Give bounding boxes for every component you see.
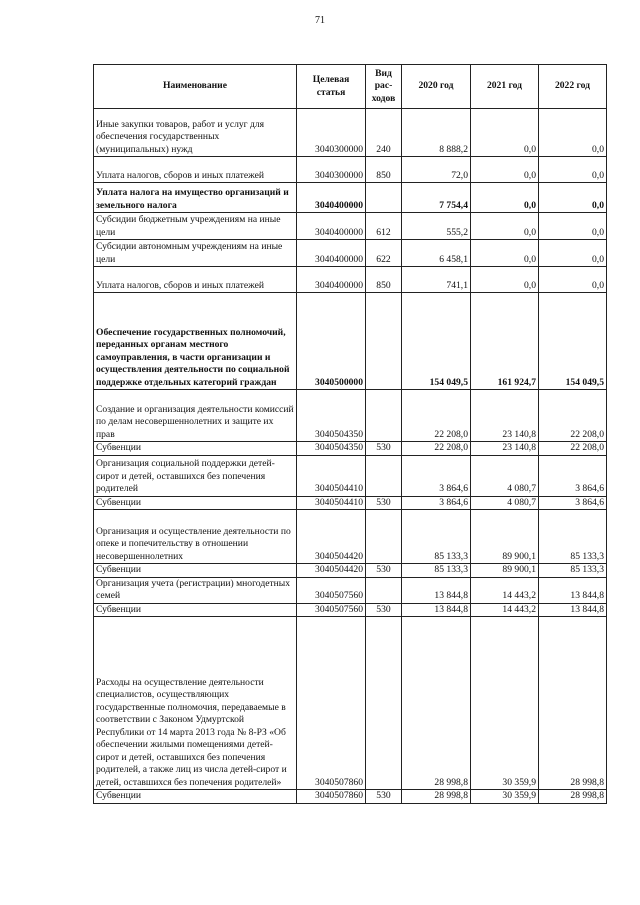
row-expense-type: 530 — [366, 564, 402, 578]
row-name: Субвенции — [94, 496, 297, 510]
row-expense-type — [366, 510, 402, 564]
row-value-2022: 154 049,5 — [539, 293, 607, 390]
row-value-2022: 0,0 — [539, 240, 607, 267]
row-value-2020: 28 998,8 — [402, 790, 471, 804]
row-value-2021: 0,0 — [471, 213, 539, 240]
row-expense-type: 530 — [366, 603, 402, 617]
table-row — [94, 455, 607, 496]
row-name: Субвенции — [94, 603, 297, 617]
row-value-2020: 8 888,2 — [402, 109, 471, 157]
row-target-code: 3040507860 — [297, 617, 366, 790]
page-number: 71 — [315, 15, 325, 26]
table-row — [94, 109, 607, 157]
row-target-code: 3040504350 — [297, 390, 366, 442]
row-expense-type — [366, 577, 402, 603]
header-2020: 2020 год — [402, 65, 471, 109]
row-value-2022: 0,0 — [539, 213, 607, 240]
row-value-2021: 14 443,2 — [471, 577, 539, 603]
header-name: Наименование — [94, 65, 297, 109]
row-target-code: 3040400000 — [297, 213, 366, 240]
row-expense-type — [366, 390, 402, 442]
row-target-code: 3040504350 — [297, 442, 366, 456]
row-value-2020: 741,1 — [402, 267, 471, 293]
row-expense-type: 622 — [366, 240, 402, 267]
row-target-code: 3040400000 — [297, 240, 366, 267]
row-value-2021: 0,0 — [471, 267, 539, 293]
table-row — [94, 213, 607, 240]
row-value-2022: 0,0 — [539, 183, 607, 213]
row-value-2020: 3 864,6 — [402, 455, 471, 496]
row-value-2022: 0,0 — [539, 267, 607, 293]
row-name: Организация социальной поддержки детей-сирот и детей, оставшихся без попечения родителей — [94, 455, 297, 496]
row-value-2020: 22 208,0 — [402, 390, 471, 442]
header-target: Целевая статья — [297, 65, 366, 109]
row-value-2021: 0,0 — [471, 183, 539, 213]
row-value-2022: 3 864,6 — [539, 496, 607, 510]
row-name: Иные закупки товаров, работ и услуг для обеспечения государственных (муниципальных) нужд — [94, 109, 297, 157]
table-body — [94, 109, 607, 804]
row-value-2022: 85 133,3 — [539, 510, 607, 564]
table-row — [94, 267, 607, 293]
table-row — [94, 390, 607, 442]
table-row — [94, 442, 607, 456]
row-value-2021: 4 080,7 — [471, 455, 539, 496]
row-name: Расходы на осуществление деятельности специалистов, осуществляющих государственные полномочия, передаваемые в соответствии с Законом Удмуртской Республики от 14 марта 2013 года № 8-РЗ «Об обеспечении жилыми помещениями детей-сирот и детей, оставшихся без попечения родителей, а также лиц из числа детей-сирот и детей, оставшихся без попечения родителей» — [94, 617, 297, 790]
table-row — [94, 617, 607, 790]
table-row — [94, 577, 607, 603]
row-target-code: 3040504420 — [297, 510, 366, 564]
row-value-2022: 13 844,8 — [539, 577, 607, 603]
row-value-2021: 89 900,1 — [471, 564, 539, 578]
row-expense-type: 240 — [366, 109, 402, 157]
budget-table — [93, 64, 607, 804]
row-name: Организация учета (регистрации) многодетных семей — [94, 577, 297, 603]
row-value-2022: 22 208,0 — [539, 442, 607, 456]
row-target-code: 3040400000 — [297, 267, 366, 293]
row-target-code: 3040507560 — [297, 603, 366, 617]
header-2022: 2022 год — [539, 65, 607, 109]
row-expense-type — [366, 455, 402, 496]
row-value-2021: 4 080,7 — [471, 496, 539, 510]
row-expense-type — [366, 183, 402, 213]
row-target-code: 3040504420 — [297, 564, 366, 578]
row-value-2022: 85 133,3 — [539, 564, 607, 578]
row-value-2020: 85 133,3 — [402, 510, 471, 564]
table-row — [94, 564, 607, 578]
row-value-2020: 555,2 — [402, 213, 471, 240]
row-expense-type: 612 — [366, 213, 402, 240]
row-target-code: 3040400000 — [297, 183, 366, 213]
row-value-2020: 28 998,8 — [402, 617, 471, 790]
row-value-2020: 85 133,3 — [402, 564, 471, 578]
row-value-2020: 154 049,5 — [402, 293, 471, 390]
row-target-code: 3040504410 — [297, 455, 366, 496]
row-value-2021: 14 443,2 — [471, 603, 539, 617]
row-value-2020: 7 754,4 — [402, 183, 471, 213]
row-expense-type — [366, 293, 402, 390]
row-name: Субсидии автономным учреждениям на иные цели — [94, 240, 297, 267]
table-row — [94, 790, 607, 804]
row-expense-type: 530 — [366, 790, 402, 804]
row-expense-type: 530 — [366, 496, 402, 510]
table-row — [94, 293, 607, 390]
table-row — [94, 510, 607, 564]
row-name: Субвенции — [94, 790, 297, 804]
row-name: Обеспечение государственных полномочий, переданных органам местного самоуправления, в части организации и осуществления деятельности по социальной поддержке отдельных категорий граждан — [94, 293, 297, 390]
row-name: Организация и осуществление деятельности по опеке и попечительству в отношении несовершеннолетних — [94, 510, 297, 564]
row-name: Уплата налогов, сборов и иных платежей — [94, 267, 297, 293]
row-value-2021: 0,0 — [471, 240, 539, 267]
row-name: Субвенции — [94, 564, 297, 578]
header-row — [94, 65, 607, 109]
row-value-2020: 13 844,8 — [402, 603, 471, 617]
row-expense-type: 850 — [366, 157, 402, 183]
table-row — [94, 183, 607, 213]
row-value-2020: 6 458,1 — [402, 240, 471, 267]
row-value-2022: 0,0 — [539, 157, 607, 183]
table-row — [94, 157, 607, 183]
row-expense-type: 530 — [366, 442, 402, 456]
row-target-code: 3040507860 — [297, 790, 366, 804]
row-target-code: 3040300000 — [297, 109, 366, 157]
header-type: Вид рас-ходов — [366, 65, 402, 109]
row-value-2020: 13 844,8 — [402, 577, 471, 603]
row-target-code: 3040504410 — [297, 496, 366, 510]
row-value-2021: 0,0 — [471, 157, 539, 183]
row-target-code: 3040500000 — [297, 293, 366, 390]
row-value-2021: 23 140,8 — [471, 390, 539, 442]
row-value-2021: 30 359,9 — [471, 790, 539, 804]
row-value-2022: 28 998,8 — [539, 617, 607, 790]
row-value-2022: 13 844,8 — [539, 603, 607, 617]
row-value-2022: 22 208,0 — [539, 390, 607, 442]
table-row — [94, 603, 607, 617]
row-expense-type: 850 — [366, 267, 402, 293]
row-value-2021: 30 359,9 — [471, 617, 539, 790]
row-name: Уплата налога на имущество организаций и земельного налога — [94, 183, 297, 213]
row-target-code: 3040507560 — [297, 577, 366, 603]
row-name: Уплата налогов, сборов и иных платежей — [94, 157, 297, 183]
row-name: Создание и организация деятельности комиссий по делам несовершеннолетних и защите их прав — [94, 390, 297, 442]
row-target-code: 3040300000 — [297, 157, 366, 183]
row-value-2021: 0,0 — [471, 109, 539, 157]
row-name: Субвенции — [94, 442, 297, 456]
row-value-2020: 72,0 — [402, 157, 471, 183]
row-value-2020: 22 208,0 — [402, 442, 471, 456]
row-value-2022: 3 864,6 — [539, 455, 607, 496]
row-expense-type — [366, 617, 402, 790]
header-2021: 2021 год — [471, 65, 539, 109]
row-value-2022: 28 998,8 — [539, 790, 607, 804]
row-value-2021: 23 140,8 — [471, 442, 539, 456]
row-value-2020: 3 864,6 — [402, 496, 471, 510]
row-name: Субсидии бюджетным учреждениям на иные цели — [94, 213, 297, 240]
table-row — [94, 240, 607, 267]
row-value-2021: 161 924,7 — [471, 293, 539, 390]
table-row — [94, 496, 607, 510]
row-value-2021: 89 900,1 — [471, 510, 539, 564]
row-value-2022: 0,0 — [539, 109, 607, 157]
